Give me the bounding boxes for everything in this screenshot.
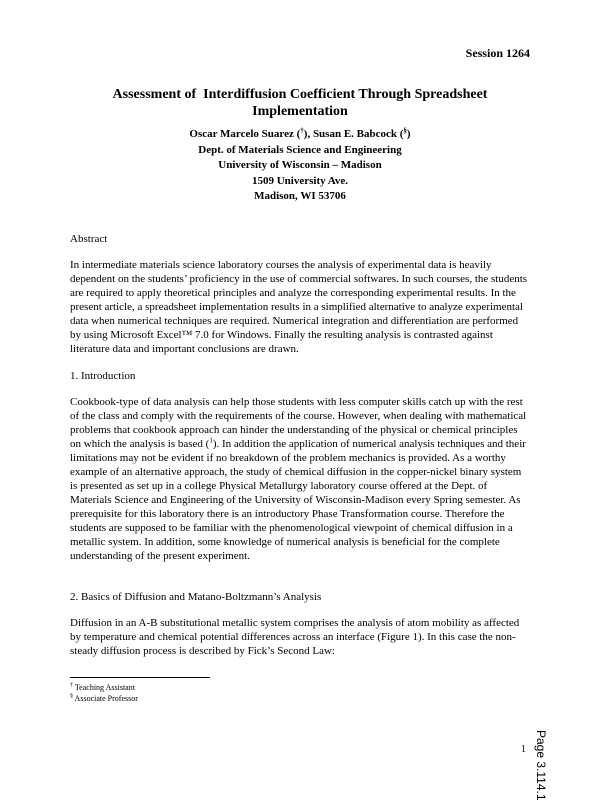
- footnote-teaching-assistant: † Teaching Assistant: [70, 682, 135, 692]
- side-page-label: Page 3.114.1: [534, 730, 548, 801]
- session-number: Session 1264: [465, 46, 530, 60]
- author-university: University of Wisconsin – Madison: [218, 159, 382, 171]
- footnote-mark-dagger: †: [300, 126, 304, 135]
- basics-body: Diffusion in an A-B substitutional metallic system comprises the analysis of atom mobility as affected by temperature and chemical potential differences across an interface (Figure 1). In this case the non-steady diffusion process is described by Fick’s Second Law:: [70, 617, 520, 657]
- footnote-divider: [70, 677, 210, 678]
- author-city: Madison, WI 53706: [254, 190, 346, 202]
- reference-1: 1: [209, 436, 213, 445]
- author-department: Dept. of Materials Science and Engineering: [198, 143, 402, 156]
- author-block: [70, 127, 530, 205]
- introduction-body: Cookbook-type of data analysis can help those students with less computer skills catch up with the rest of the class and comply with the requirements of the course. However, when dealing with mathematical problems that cookbook approach can hinder the understanding of the physical or chemical principles on which the analysis is based ($^1$). In addition the application of numerical analysis techniques and their limitations may not be evident if no breakdown of the problem mechanics is provided. As a worthy example of an alternative approach, the study of chemical diffusion in the copper-nickel binary system is presented as set up in a college Physical Metallurgy laboratory course offered at the Dept. of Materials Science and Engineering of the University of Wisconsin-Madison every Spring semester. As prerequisite for this laboratory there is an introductory Phase Transformation course. Therefore the students are supposed to be familiar with the phenomenological viewpoint of chemical diffusion in a metallic system. In addition, some knowledge of numerical analysis is beneficial for the complete understanding of the present experiment.: [70, 396, 527, 562]
- footnote-associate-professor: § Associate Professor: [70, 693, 138, 703]
- footnote-mark-section: §: [403, 126, 407, 135]
- basics-heading: 2. Basics of Diffusion and Matano-Boltzmann’s Analysis: [70, 591, 322, 603]
- paper-title: [70, 86, 530, 120]
- introduction-heading: 1. Introduction: [70, 370, 136, 382]
- page-number: 1: [521, 744, 526, 755]
- footnotes: [70, 682, 138, 704]
- title-line-1: Assessment of Interdiffusion Coefficient Through Spreadsheet: [112, 87, 488, 102]
- abstract-body: In intermediate materials science laboratory courses the analysis of experimental data is heavily dependent on the students’ proficiency in the use of commercial softwares. In such courses, the students are required to apply theoretical principles and analyze the corresponding experimental results. In the present article, a spreadsheet implementation results in a simplified alternative to analyze experimental data when numerical techniques are required. Numerical integration and differentiation are performed by using Microsoft Excel™ 7.0 for Windows. Finally the resulting analysis is contrasted against literature data and important conclusions are drawn.: [70, 259, 528, 355]
- abstract-heading: Abstract: [70, 233, 108, 245]
- author-street: 1509 University Ave.: [251, 174, 349, 187]
- author-names: Oscar Marcelo Suarez (†), Susan E. Babcock (§): [189, 126, 411, 140]
- title-line-2: Implementation: [252, 104, 348, 119]
